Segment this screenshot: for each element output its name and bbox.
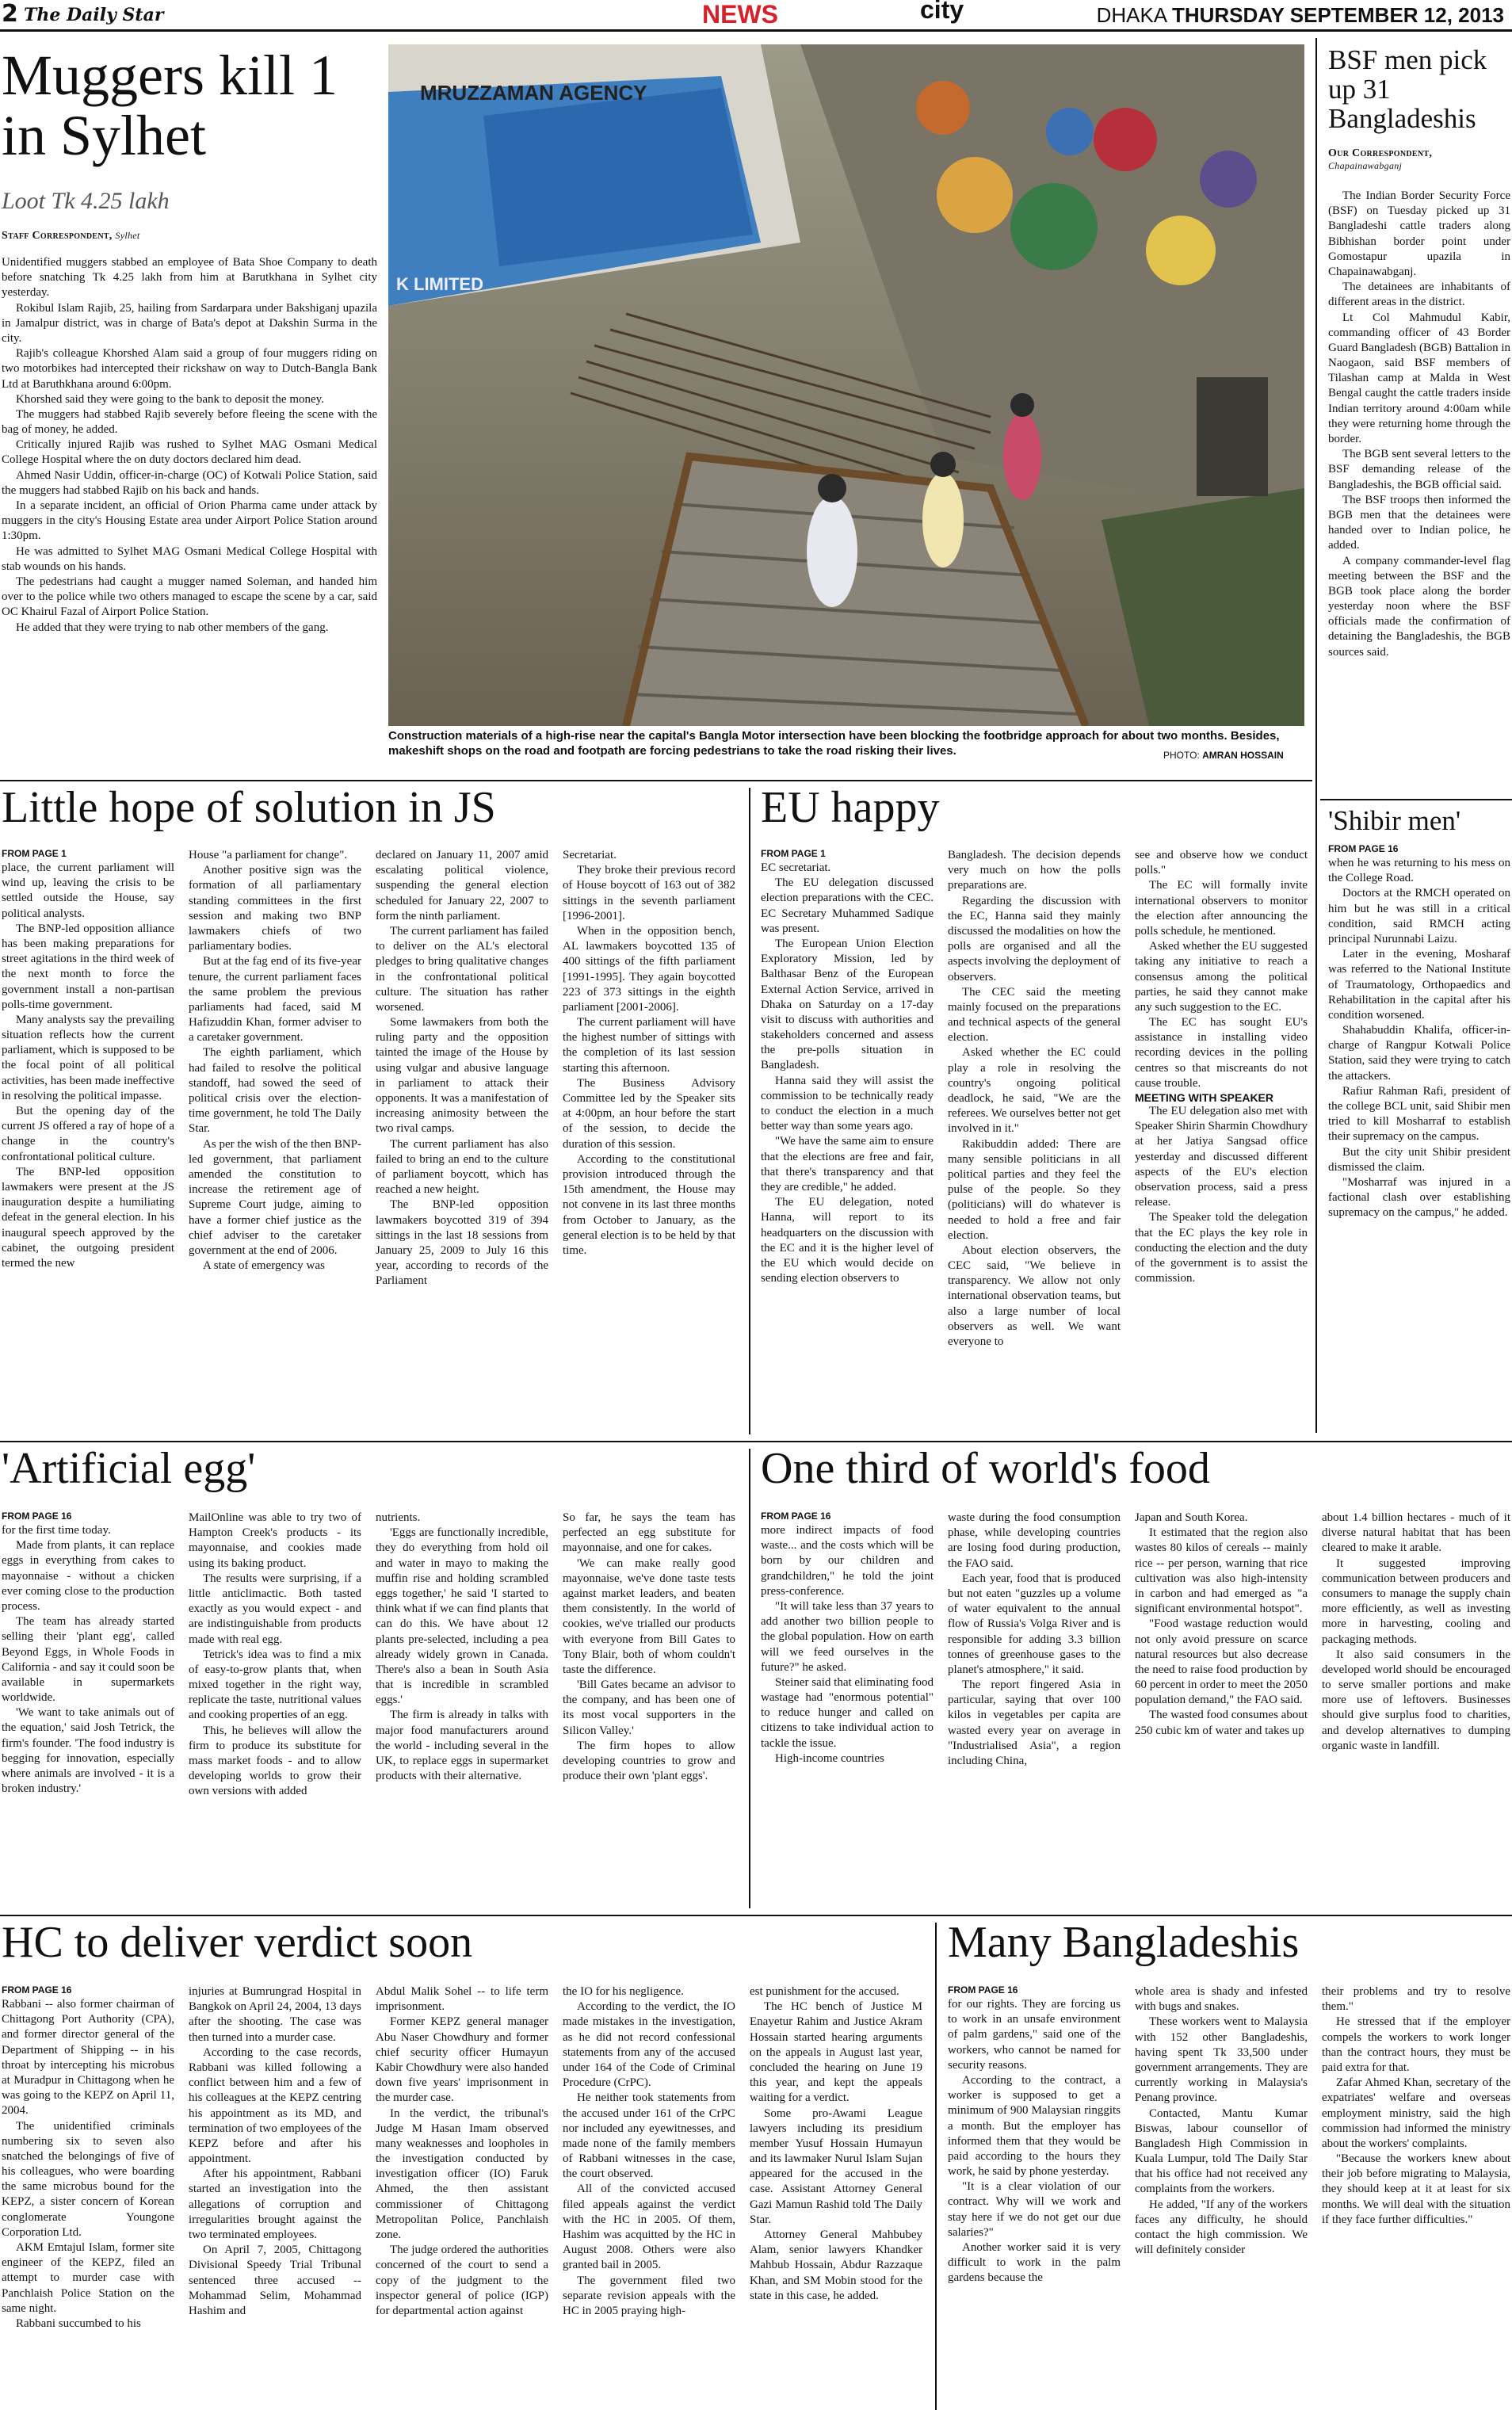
paragraph: "We have the same aim to ensure that the elections are free and fair, that there's transparency and that they are credible," he added. — [761, 1135, 934, 1194]
paragraph: The HC bench of Justice M Enayetur Rahim and Justice Akram Hossain started hearing arguments on the appeals in August last year, concluded the hearing on June 19 this year, and kept the appeals waiting for a verdict. — [750, 2000, 922, 2105]
muggers-headline: Muggers kill 1 in Sylhet — [2, 44, 338, 167]
paragraph: The BGB sent several letters to the BSF demanding release of the Bangladeshis, the BGB official said. — [1328, 448, 1510, 491]
paragraph: Unidentified muggers stabbed an employee of Bata Shoe Company to death before snatching Tk 4.25 lakh from him at Barutkhana in Sylhet city yesterday. — [2, 256, 377, 300]
js-column-1 — [2, 848, 174, 1434]
paragraph: It suggested improving communication between producers and consumers to manage the supply chain more efficiently, as well as investing more in harvesting, cooling and packaging methods. — [1322, 1556, 1510, 1646]
paragraph: Rafiur Rahman Rafi, president of the college BCL unit, said Shibir men tried to kill Mosharraf to establish their supremacy on the campus. — [1328, 1084, 1510, 1144]
photo-caption: Construction materials of a high-rise near the capital's Bangla Motor intersection have been blocking the footbridge approach for about two months. Besides, makeshift shops on the road and footpath are forcing pedestrians to take the road risking their lives. — [388, 729, 1280, 758]
from-page-label: FROM PAGE 16 — [1328, 843, 1399, 854]
paragraph: The Indian Border Security Force (BSF) on Tuesday picked up 31 Bangladeshi cattle traders along Bibhishan border point under Gomostapur upazila in Chapainawabganj. — [1328, 189, 1510, 278]
paragraph: the IO for his negligence. — [563, 1985, 684, 1998]
paragraph: Each year, food that is produced but not eaten "guzzles up a volume of water equivalent to the annual flow of Russia's Volga River and is responsible for adding 3.3 billion tonnes of greenhouse gases to the planet's atmosphere," it said. — [948, 1572, 1121, 1676]
paragraph: Contacted, Mantu Kumar Biswas, labour counsellor of Bangladesh High Commission in Kuala Lumpur, told The Daily Star that his office had not received any complaints from the workers. — [1135, 2106, 1308, 2196]
paragraph: Abdul Malik Sohel -- to life term imprisonment. — [376, 1985, 548, 2014]
eu-column-1 — [761, 848, 934, 1434]
paragraph: He added, "If any of the workers faces any difficulty, he should contact the high commission. We will definitely consider — [1135, 2198, 1308, 2257]
bangladeshis-column-1 — [948, 1984, 1121, 2408]
paragraph: Doctors at the RMCH operated on him but he was still in a critical condition, said RMCH acting principal Nurunnabi Laizu. — [1328, 887, 1510, 945]
egg-column-1 — [2, 1511, 174, 1907]
paragraph: The pedestrians had caught a mugger named Soleman, and handed him over to the police while two others managed to escape the scene by a car, said OC Khairul Fazal of Airport Police Station. — [2, 575, 377, 619]
paragraph: The EC will formally invite international observers to monitor the election after announcing the polls schedule, he mentioned. — [1135, 879, 1308, 938]
paragraph: "It is a clear violation of our contract. Why will we work and stay here if we do not get our due salaries?" — [948, 2180, 1121, 2239]
hc-column-2 — [189, 1984, 361, 2408]
paragraph: A state of emergency was — [203, 1259, 325, 1273]
food-column-2 — [948, 1511, 1121, 1907]
paragraph: Asked whether the EU suggested taking any initiative to reach a consensus among the political parties, he said they cannot make any such suggestion to the EC. — [1135, 940, 1308, 1014]
paragraph: "Mosharraf was injured in a factional clash over establishing supremacy on the campus," he added. — [1328, 1175, 1510, 1220]
paragraph: Khorshed said they were going to the bank to deposit the money. — [16, 392, 324, 406]
js-column-3 — [376, 848, 548, 1434]
paragraph: He added that they were trying to nab other members of the gang. — [16, 621, 329, 634]
paragraph: The judge ordered the authorities concerned of the court to send a copy of the judgment to the inspector general of police (IGP) for departmental action against — [376, 2244, 548, 2317]
paragraph: Rabbani -- also former chairman of Chittagong Port Authority (CPA), and former director general of the Department of Shipping -- in his throat by intercepting his microbus at Muradpur in Chittagong when he was going to the KEPZ on April 11, 2004. — [2, 1998, 174, 2118]
paragraph: The EU delegation discussed election preparations with the CEC. EC Secretary Muhammed Sadique was present. — [761, 877, 934, 935]
egg-column-3 — [376, 1511, 548, 1907]
paragraph: Japan and South Korea. — [1135, 1511, 1248, 1524]
paragraph: But the city unit Shibir president dismissed the claim. — [1328, 1145, 1510, 1174]
paragraph: So far, he says the team has perfected an egg substitute for mayonnaise, and one for cakes. — [563, 1511, 735, 1555]
paragraph: "Food wastage reduction would not only avoid pressure on scarce natural resources but also decrease the need to raise food production by 60 percent in order to meet the 2050 population demand," the FAO said. — [1135, 1617, 1308, 1707]
paragraph: Rakibuddin added: There are many sensible politicians in all political parties and they feel the pulse of the people. So they (politicians) will do whatever is needed to hold a free and fair election. — [948, 1137, 1121, 1242]
paragraph: The BNP-led opposition lawmakers were present at the JS inauguration despite a humiliating defeat in the general election. In his inaugural speech approved by the cabinet, the outgoing president termed the new — [2, 1165, 174, 1270]
paragraph: The Speaker told the delegation that the EC plays the key role in conducting the election and the duty of the government is to assist the commission. — [1135, 1211, 1308, 1285]
paragraph: When in the opposition bench, AL lawmakers boycotted 135 of 400 sittings of the fifth parliament [1991-1995]. They again boycotted 223 of 373 sittings in the eighth parliament [2001-2006]. — [563, 924, 735, 1014]
food-column-3 — [1135, 1511, 1308, 1907]
paragraph: Regarding the discussion with the EC, Hanna said they mainly discussed the modalities on how the polls are organised and all the aspects involving the deployment of observers. — [948, 894, 1121, 983]
egg-food-rule — [749, 1449, 750, 1908]
paragraph: But at the fag end of its five-year tenure, the current parliament faces the same problem the previous parliaments had faced, said M Hafizuddin Khan, former adviser to a caretaker government. — [189, 955, 361, 1045]
js-column-4 — [563, 848, 735, 1434]
paragraph: 'Eggs are functionally incredible, they do everything from hold oil and water in mayo to making the muffin rise and holding scrambled eggs together,' he said 'I started to think what if we can find plants that can do this. We have about 12 plants pre-selected, including a pea already widely grown in Canada. There's also a bean in South Asia that is incredible in scrambled eggs.' — [376, 1526, 548, 1707]
paragraph: The report fingered Asia in particular, saying that over 100 kilos in vegetables per capita are wasted every year on average in "Industrialised Asia", a region including China, — [948, 1679, 1121, 1767]
paragraph: Later in the evening, Mosharaf was referred to the National Institute of Traumatology, Orthopaedics and Rehabilitation in the capital after his condition worsened. — [1328, 948, 1510, 1022]
paragraph: Tetrick's idea was to find a mix of easy-to-grow plants that, when mixed together in the right way, replicate the taste, nutritional values and cooking properties of an egg. — [189, 1648, 361, 1722]
paragraph: Steiner said that eliminating food wastage had "enormous potential" to reduce hunger and called on citizens to take individual action to tackle the issue. — [761, 1675, 934, 1750]
paragraph: The BNP-led opposition lawmakers boycotted 319 of 394 sittings in the last 18 sessions from January 25, 2009 to July 16 this year, according to records of the Parliament — [376, 1198, 548, 1288]
paragraph: The Business Advisory Committee led by the Speaker sits at 4:00pm, an hour before the start of the session, to decide the duration of this session. — [563, 1076, 735, 1151]
paragraph: Made from plants, it can replace eggs in everything from cakes to mayonnaise - without a chicken ever coming close to the production process. — [2, 1539, 174, 1613]
paragraph: The firm hopes to allow developing countries to grow and produce their own 'plant eggs'. — [563, 1739, 735, 1783]
paragraph: place, the current parliament will wind up, leaving the crisis to be settled outside the House, say political analysts. — [2, 861, 174, 920]
shibir-body — [1328, 843, 1510, 1430]
section-rule-2 — [0, 1441, 1512, 1442]
paragraph: Some lawmakers from both the ruling party and the opposition tainted the image of the House by using vulgar and abusive language in parliament to attack their opponents. It was a manifestation of increasing animosity between the two rival camps. — [376, 1016, 548, 1136]
paragraph: Lt Col Mahmudul Kabir, commanding officer of 43 Border Guard Bangladesh (BGB) Battalion in Naogaon, said BSF members of Tilashan camp at Malda in West Bengal caught the cattle traders inside Indian territory around 4:00am while they were returning home through the border. — [1328, 311, 1510, 445]
from-page-label: FROM PAGE 16 — [761, 1511, 831, 1522]
bangladeshis-headline: Many Bangladeshis — [948, 1918, 1300, 1967]
right-column-rule — [1315, 38, 1317, 1433]
paragraph: 'We want to take animals out of the equation,' said Josh Tetrick, the firm's founder. 'The food industry is begging for innovation, especially where animals are involved - it is a broken industry.' — [2, 1706, 174, 1796]
paragraph: Another positive sign was the formation of all parliamentary standing committees in the first session and making two BNP lawmakers chiefs of two parliamentary bodies. — [189, 864, 361, 953]
paragraph: for our rights. They are forcing us to work in an unsafe environment of palm gardens," said one of the workers, who cannot be named for security reasons. — [948, 1998, 1121, 2072]
sub-heading: MEETING WITH SPEAKER — [1135, 1091, 1274, 1104]
from-page-label: FROM PAGE 16 — [948, 1984, 1018, 1996]
paragraph: The muggers had stabbed Rajib severely before fleeing the scene with the bag of money, he added. — [2, 407, 377, 437]
bsf-body — [1328, 189, 1510, 791]
bsf-headline: BSF men pick up 31 Bangladeshis — [1328, 44, 1487, 134]
paragraph: Rabbani succumbed to his — [16, 2316, 141, 2330]
paragraph: The EU delegation also met with Speaker Shirin Sharmin Chowdhury at her Jatiya Sangsad office yesterday and discussed different aspects of the EU's election observation process, said a press release. — [1135, 1105, 1308, 1209]
paragraph: AKM Emtajul Islam, former site engineer of the KEPZ, filed an attempt to murder case with Panchlaish Police Station on the same night. — [2, 2241, 174, 2315]
paragraph: est punishment for the accused. — [750, 1985, 899, 1998]
paragraph: Secretariat. — [563, 849, 617, 861]
paragraph: Zafar Ahmed Khan, secretary of the expatriates' welfare and overseas employment ministry, said the high commission had informed the ministry about the workers' complaints. — [1322, 2076, 1510, 2150]
sub-section-label: city — [920, 0, 964, 24]
shibir-headline: 'Shibir men' — [1328, 805, 1461, 836]
masthead: The Daily Star — [24, 5, 164, 25]
paragraph: It also said consumers in the developed world should be encouraged to serve smaller portions and make more use of leftovers. Businesses should give surplus food to charities, and develop alternatives to dumping organic waste in landfill. — [1322, 1648, 1510, 1752]
paragraph: According to the case records, Rabbani was killed following a conflict between him and a few of his colleagues at the KEPZ centring his appointment as its MD, and termination of two employees of the KEPZ before and after his appointment. — [189, 2045, 361, 2166]
page-number: 2 — [2, 0, 18, 28]
paragraph: Another worker said it is very difficult to work in the palm gardens because the — [948, 2241, 1121, 2285]
paragraph: Former KEPZ general manager Abu Naser Chowdhury and former chief security officer Humayun Kabir Chowdhury were also handed down five years' imprisonment in the murder case. — [376, 2015, 548, 2105]
from-page-label: FROM PAGE 16 — [2, 1511, 72, 1522]
paragraph: Rokibul Islam Rajib, 25, hailing from Sardarpara under Bakshiganj upazila in Jamalpur district, was in charge of Bata's depot at Dakshin Surma in the city. — [2, 301, 377, 345]
paragraph: nutrients. — [376, 1511, 421, 1524]
paragraph: The EU delegation, noted Hanna, will report to its headquarters on the discussion with the EC and it is the higher level of the EU which would decide on sending election observers to — [761, 1196, 934, 1285]
paragraph: when he was returning to his mess on the College Road. — [1328, 857, 1510, 885]
paragraph: The current parliament will have the highest number of sittings with the completion of its last session starting this afternoon. — [563, 1016, 735, 1075]
eu-headline: EU happy — [761, 783, 940, 832]
paragraph: The detainees are inhabitants of different areas in the district. — [1328, 281, 1510, 309]
egg-column-2 — [189, 1511, 361, 1907]
paragraph: EC secretariat. — [761, 861, 831, 874]
paragraph: A company commander-level flag meeting between the BSF and the BGB took place along the border yesterday noon where the BSF officials made the confirmation of detaining the Bangladeshis, the BGB sources said. — [1328, 554, 1510, 659]
paragraph: The team has already started selling their 'plant egg', called Beyond Eggs, in Whole Foods in California - and say it could soon be available in supermarkets worldwide. — [2, 1615, 174, 1705]
paragraph: Shahabuddin Khalifa, officer-in-charge of Rangpur Kotwali Police Station, said they were trying to catch the attackers. — [1328, 1024, 1510, 1083]
shibir-rule — [1320, 799, 1512, 800]
muggers-body — [2, 255, 377, 766]
construction-photo — [388, 44, 1304, 726]
paragraph: whole area is shady and infested with bugs and snakes. — [1135, 1985, 1308, 2014]
paragraph: As per the wish of the then BNP-led government, that parliament amended the constitution to increase the retirement age of Supreme Court judge, aiming to have a former chief justice as the chief adviser to the caretaker government at the end of 2006. — [189, 1137, 361, 1257]
paragraph: This, he believes will allow the firm to produce its substitute for mass market foods - and to allow developing worlds to grow their own versions with added — [189, 1724, 361, 1798]
food-headline: One third of world's food — [761, 1444, 1210, 1493]
paragraph: According to the contract, a worker is supposed to get a minimum of 900 Malaysian ringgits a month. But the employer has informed them that they would be paid according to the hours they work, he said by phone yesterday. — [948, 2073, 1121, 2179]
paragraph: 'Bill Gates became an advisor to the company, and has been one of its most vocal supporters in the Silicon Valley.' — [563, 1679, 735, 1737]
paragraph: injuries at Bumrungrad Hospital in Bangkok on April 24, 2004, 13 days after the shooting. The case was then turned into a murder case. — [189, 1985, 361, 2044]
section-rule-1 — [0, 780, 1312, 781]
hc-column-1 — [2, 1984, 174, 2408]
paragraph: He was admitted to Sylhet MAG Osmani Medical College Hospital with stab wounds on his hands. — [2, 544, 377, 573]
paragraph: Critically injured Rajib was rushed to Sylhet MAG Osmani Medical College Hospital where the on duty doctors declared him dead. — [2, 438, 377, 467]
hc-column-5 — [750, 1984, 922, 2408]
dateline: DHAKA THURSDAY SEPTEMBER 12, 2013 — [1096, 3, 1504, 27]
js-eu-rule — [749, 788, 750, 1434]
photo-credit: PHOTO: AMRAN HOSSAIN — [1163, 750, 1284, 761]
food-column-1 — [761, 1511, 934, 1907]
from-page-label: FROM PAGE 16 — [2, 1984, 72, 1996]
bangladeshis-column-2 — [1135, 1984, 1308, 2408]
paragraph: The firm is already in talks with major food manufacturers around the world - including several in the UK, to replace eggs in supermarket products with their alternative. — [376, 1709, 548, 1783]
paragraph: Bangladesh. The decision depends very much on how the polls preparations are. — [948, 849, 1121, 892]
paragraph: According to the verdict, the IO made mistakes in the investigation, as he did not record confessional statements from any of the accused under 164 of the Code of Criminal Procedure (CrPC). — [563, 2000, 735, 2090]
paragraph: On April 7, 2005, Chittagong Divisional Speedy Trial Tribunal sentenced three accused -- Mohammad Selim, Mohammad Hashim and — [189, 2244, 361, 2317]
paragraph: The eighth parliament, which had failed to resolve the political standoff, had sowed the seed of political crisis over the election-time government, he told The Daily Star. — [189, 1046, 361, 1136]
paragraph: The European Union Election Exploratory Mission, led by Balthasar Benz of the European External Action Service, arrived in Dhaka on Saturday on a 17-day visit to discuss with authorities and stakeholders concerned and assess the pre-polls situation in Bangladesh. — [761, 937, 934, 1072]
hc-column-3 — [376, 1984, 548, 2408]
paragraph: In the verdict, the tribunal's Judge M Hasan Imam observed many weaknesses and loopholes in the investigation conducted by investigation officer (IO) Faruk Ahmed, the then assistant commissioner of Chittagong Metropolitan Police, Panchlaish zone. — [376, 2106, 548, 2241]
paragraph: But the opening day of the current JS offered a ray of hope of a change in the country's confrontational political culture. — [2, 1105, 174, 1163]
eu-column-2 — [948, 848, 1121, 1434]
photo-sign-text-2: K LIMITED — [396, 274, 483, 294]
paragraph: The current parliament has also failed to bring an end to the culture of parliament boycott, which has reached a new height. — [376, 1137, 548, 1197]
paragraph: Attorney General Mahbubey Alam, senior lawyers Khandker Mahbub Hossain, Abdur Razzaque Khan, and SM Mobin stood for the state in this case, he added. — [750, 2229, 922, 2302]
egg-headline: 'Artificial egg' — [2, 1444, 256, 1493]
bangladeshis-column-3 — [1322, 1984, 1510, 2408]
paragraph: All of the convicted accused filed appeals against the verdict with the HC in 2005. Of them, Hashim was acquitted by the HC in August 2008. Others were also granted bail in 2005. — [563, 2183, 735, 2272]
egg-column-4 — [563, 1511, 735, 1907]
js-column-2 — [189, 848, 361, 1434]
paragraph: Many analysts say the prevailing situation reflects how the current parliament, which is supposed to be the focal point of all political activities, has been made ineffective in resolving the political impasse. — [2, 1013, 174, 1102]
paragraph: Rajib's colleague Khorshed Alam said a group of four muggers riding on two motorbikes had intercepted their rickshaw on way to Dutch-Bangla Bank Ltd at Baruthkhana around 6:00pm. — [2, 347, 377, 391]
paragraph: Hanna said they will assist the commission to be technically ready to conduct the election in a much better way than some years ago. — [761, 1074, 934, 1133]
section-label: NEWS — [702, 0, 778, 29]
hc-headline: HC to deliver verdict soon — [2, 1918, 473, 1967]
muggers-byline: Staff Correspondent, Sylhet — [2, 230, 140, 242]
paragraph: The CEC said the meeting mainly focused on the preparations and technical aspects of the general election. — [948, 985, 1121, 1045]
paragraph: High-income countries — [775, 1751, 884, 1765]
paragraph: MailOnline was able to try two of Hampton Creek's products - its mayonnaise, and cookies made using its baking product. — [189, 1511, 361, 1570]
paragraph: The BSF troops then informed the BGB men that the detainees were handed over to Indian police, he added. — [1328, 493, 1510, 552]
paragraph: The results were surprising, if a little anticlimactic. Both tasted exactly as you would expect - and are indistinguishable from products made with real egg. — [189, 1572, 361, 1646]
section-rule-3 — [0, 1915, 1512, 1916]
bsf-byline: Our Correspondent, Chapainawabganj — [1328, 147, 1433, 172]
js-headline: Little hope of solution in JS — [2, 783, 496, 832]
photo-sign-text: MRUZZAMAN AGENCY — [420, 81, 647, 105]
paragraph: House "a parliament for change". — [189, 849, 348, 861]
paragraph: about 1.4 billion hectares - much of it diverse natural habitat that has been cleared to make it arable. — [1322, 1511, 1510, 1555]
paragraph: They broke their previous record of House boycott of 163 out of 382 sittings in the seventh parliament [1996-2001]. — [563, 864, 735, 922]
paragraph: The EC has sought EU's assistance in installing video recording devices in the polling centres so that miscreants do not cause trouble. — [1135, 1016, 1308, 1090]
paragraph: He neither took statements from the accused under 161 of the CrPC nor included any eyewitnesses, and made none of the family members of Rabbani witnesses in the case, the court observed. — [563, 2091, 735, 2181]
paragraph: "It will take less than 37 years to add another two billion people to the global population. How on earth will we feed ourselves in the future?" he asked. — [761, 1599, 934, 1674]
page-header — [0, 0, 1512, 32]
eu-column-3 — [1135, 848, 1308, 1434]
paragraph: About election observers, the CEC said, "We believe in transparency. We allow not only international observation teams, but also a large number of local observers as well. We want everyone to — [948, 1243, 1121, 1348]
paragraph: "Because the workers knew about their job before migrating to Malaysia, they should keep at it at least for six months. We will deal with the situation if they face further difficulties." — [1322, 2152, 1510, 2226]
paragraph: waste during the food consumption phase, while developing countries are losing food during production, the FAO said. — [948, 1511, 1121, 1570]
paragraph: The BNP-led opposition alliance has been making preparations for street agitations in the third week of the next month to force the government install a non-partisan polls-time government. — [2, 922, 174, 1011]
paragraph: According to the constitutional provision introduced through the 15th amendment, the House may not convene in its last three months from October to January, as the general election is to be held by that time. — [563, 1152, 735, 1257]
paragraph: Ahmed Nasir Uddin, officer-in-charge (OC) of Kotwali Police Station, said the muggers had stabbed Rajib on his back and hands. — [2, 468, 377, 497]
paragraph: The government filed two separate revision appeals with the HC in 2005 praying high- — [563, 2274, 735, 2317]
paragraph: He stressed that if the employer compels the workers to work longer than the contract hours, they must be paid extra for that. — [1322, 2015, 1510, 2074]
hc-column-4 — [563, 1984, 735, 2408]
muggers-kicker: Loot Tk 4.25 lakh — [2, 188, 170, 214]
from-page-label: FROM PAGE 1 — [761, 848, 826, 859]
food-column-4 — [1322, 1511, 1510, 1907]
paragraph: The unidentified criminals numbering six to seven also snatched the belongings of five of his colleagues, who were boarding the same microbus bound for the KEPZ, a sister concern of Korean conglomerate Youngone Corporation Ltd. — [2, 2119, 174, 2239]
paragraph: After his appointment, Rabbani started an investigation into the allegations of corruption and irregularities brought against the two terminated employees. — [189, 2167, 361, 2241]
paragraph: see and observe how we conduct polls." — [1135, 849, 1308, 877]
paragraph: It estimated that the region also wastes 80 kilos of cereals -- mainly rice -- per person, warning that rice cultivation was also high-intensity in carbon and had emerged as "a significant environmental hotspot". — [1135, 1526, 1308, 1616]
paragraph: These workers went to Malaysia with 152 other Bangladeshis, having spent Tk 33,500 under government arrangements. They are currently working in Malaysia's Penang province. — [1135, 2015, 1308, 2105]
paragraph: Asked whether the EC could play a role in resolving the country's ongoing political deadlock, he said, "We are the referees. We ourselves better not get involved in it." — [948, 1046, 1121, 1136]
paragraph: The wasted food consumes about 250 cubic km of water and takes up — [1135, 1709, 1308, 1737]
paragraph: The current parliament has failed to deliver on the AL's electoral pledges to bring qualitative changes in the confrontational political culture. The situation has rather worsened. — [376, 924, 548, 1014]
paragraph: for the first time today. — [2, 1524, 111, 1537]
from-page-label: FROM PAGE 1 — [2, 848, 67, 859]
paragraph: their problems and try to resolve them." — [1322, 1985, 1510, 2014]
paragraph: declared on January 11, 2007 amid escalating political violence, suspending the general election scheduled for January 22, 2007 to form the ninth parliament. — [376, 849, 548, 922]
paragraph: more indirect impacts of food waste... and the costs which will be born by our children and grandchildren," he told the joint press-conference. — [761, 1524, 934, 1598]
paragraph: Some pro-Awami League lawyers including its presidium member Yusuf Hossain Humayun and its lawmaker Nurul Islam Sujan appeared for the accused in the case. Assistant Attorney General Gazi Mamun Rashid told The Daily Star. — [750, 2106, 922, 2226]
paragraph: In a separate incident, an official of Orion Pharma came under attack by muggers in the city's Housing Estate area under Airport Police Station around 1:30pm. — [2, 499, 377, 543]
photo-illustration — [388, 44, 1304, 726]
paragraph: 'We can make really good mayonnaise, we've done taste tests against market leaders, and beaten them consistently. In the world of cookies, we've trialled our products with everyone from Bill Gates to Tony Blair, both of whom couldn't taste the difference. — [563, 1556, 735, 1676]
hc-bd-rule — [935, 1923, 937, 2410]
